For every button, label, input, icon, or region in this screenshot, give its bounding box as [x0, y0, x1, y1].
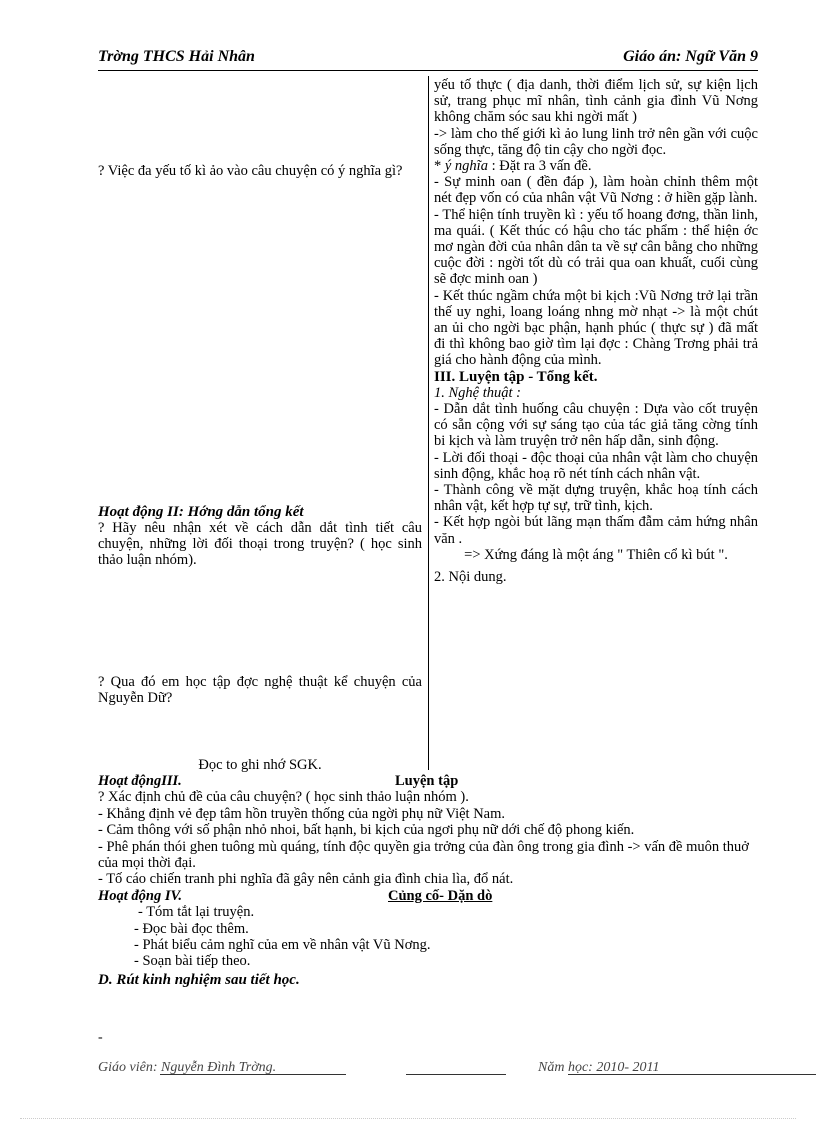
teacher-name: Giáo viên: Nguyễn Đình Trờng. — [98, 1060, 277, 1075]
bottom-dotted-line — [20, 1118, 796, 1119]
conclusion: => Xứng đáng là một áng " Thiên cổ kì bút ". — [464, 546, 728, 563]
subsection-heading: 1. Nghệ thuật : — [434, 384, 521, 401]
paragraph: - Kết thúc ngầm chứa một bi kịch :Vũ Nơng trở lại trần thế uy nghi, loang loáng nhng mờ nhạt -> là một chút an ủi cho ngời bạc phận, hạnh phúc ( thực sự ) đã mất đi thì không bao giờ tìm lại đợc : Chàng Trơng phải trả giá cho hành động của mình. — [434, 287, 758, 369]
question-3: ? Qua đó em học tập đợc nghệ thuật kể chuyện của Nguyễn Dữ? — [98, 674, 422, 707]
question-2: ? Hãy nêu nhận xét về cách dẫn dắt tình tiết câu chuyện, những lời đối thoại trong truyện? ( học sinh thảo luận nhóm). — [98, 520, 422, 569]
paragraph: - Sự minh oan ( đền đáp ), làm hoàn chỉnh thêm một nét đẹp vốn có của nhân vật Vũ Nơng : ở hiền gặp lành. — [434, 174, 758, 207]
lesson-subject: Giáo án: Ngữ Văn 9 — [623, 48, 758, 65]
list-item: - Cảm thông với số phận nhỏ nhoi, bất hạnh, bi kịch của ngơi phụ nữ dới chế độ phong kiến. — [98, 822, 635, 839]
paragraph: - Thể hiện tính truyền kì : yếu tố hoang đơng, thần linh, ma quái. ( Kết thúc có hậu cho tác phẩm : thể hiện ớc mơ ngàn đời của nhân dân ta về sự cân bằng cho những cuộc đời : ngời tốt dù có trải qua oan khuất, cuối cùng sẽ đợc minh oan ) — [434, 206, 758, 288]
paragraph: - Dẫn dắt tình huống câu chuyện : Dựa vào cốt truyện có sẵn cộng với sự sáng tạo của tác giả tăng cờng tính bi kịch và làm truyện trở nên hấp dẫn, sinh động. — [434, 401, 758, 450]
list-item: - Phê phán thói ghen tuông mù quáng, tính độc quyền gia trởng của đàn ông trong gia đình -> vấn đề muôn thuở của mọi thời đại. — [98, 838, 749, 872]
footer-rule — [160, 1074, 346, 1075]
page-header — [98, 48, 758, 71]
section-d-heading: D. Rút kinh nghiệm sau tiết học. — [98, 971, 300, 988]
list-item: - Phát biểu cảm nghĩ của em về nhân vật Vũ Nơng. — [134, 937, 431, 954]
activity-3-header — [98, 773, 758, 789]
paragraph: - Thành công về mặt dựng truyện, khắc hoạ tính cách nhân vật, kết hợp tự sự, trữ tình, kịch. — [434, 482, 758, 515]
page-footer — [98, 1060, 816, 1080]
meaning-heading: * ý nghĩa : Đặt ra 3 vấn đề. — [434, 158, 592, 175]
paragraph: -> làm cho thế giới kì ảo lung linh trở nên gần với cuộc sống thực, tăng độ tin cậy cho ngời đọc. — [434, 125, 758, 158]
activity-4-title: Củng cố- Dặn dò — [388, 887, 493, 904]
paragraph: - Lời đối thoại - độc thoại của nhân vật làm cho chuyện sinh động, khắc hoạ rõ nét tính cách nhân vật. — [434, 449, 758, 482]
paragraph: yếu tố thực ( địa danh, thời điểm lịch sử, sự kiện lịch sử, trang phục mĩ nhân, tình cảnh gia đình Vũ Nơng không chăm sóc sau khi ngời mất ) — [434, 77, 758, 126]
school-name: Trờng THCS Hải Nhân — [98, 48, 255, 65]
paragraph: - Kết hợp ngòi bút lãng mạn thấm đẫm cảm hứng nhân văn . — [434, 514, 758, 547]
school-year: Năm học: 2010- 2011 — [538, 1060, 660, 1075]
list-item: ? Xác định chủ đề của câu chuyện? ( học sinh thảo luận nhóm ). — [98, 789, 469, 806]
section-heading: III. Luyện tập - Tổng kết. — [434, 368, 598, 385]
list-item: - Tóm tắt lại truyện. — [138, 904, 255, 921]
list-item: - Soạn bài tiếp theo. — [134, 953, 251, 970]
activity-3-title: Luyện tập — [395, 773, 459, 789]
column-divider — [428, 76, 429, 770]
activities-section — [98, 773, 758, 988]
question-1: ? Việc đa yếu tố kì ảo vào câu chuyện có ý nghĩa gì? — [98, 163, 403, 179]
activity-4-header — [98, 888, 758, 904]
subsection-heading: 2. Nội dung. — [434, 569, 507, 586]
list-item: - Tố cáo chiến tranh phi nghĩa đã gây nên cảnh gia đình chia lìa, đổ nát. — [98, 871, 514, 888]
activity-3-label: Hoạt độngIII. — [98, 773, 182, 789]
list-item: - Khẳng định vẻ đẹp tâm hồn truyền thống của ngời phụ nữ Việt Nam. — [98, 805, 506, 822]
activity-2-heading: Hoạt động II: Hớng dẫn tổng kết — [98, 504, 304, 520]
dash-mark: - — [98, 1030, 103, 1045]
read-instruction: Đọc to ghi nhớ SGK. — [198, 757, 322, 773]
right-column — [434, 77, 758, 585]
footer-rule — [568, 1074, 816, 1075]
list-item: - Đọc bài đọc thêm. — [134, 920, 249, 937]
footer-rule — [406, 1074, 506, 1075]
activity-4-label: Hoạt động IV. — [98, 887, 182, 904]
